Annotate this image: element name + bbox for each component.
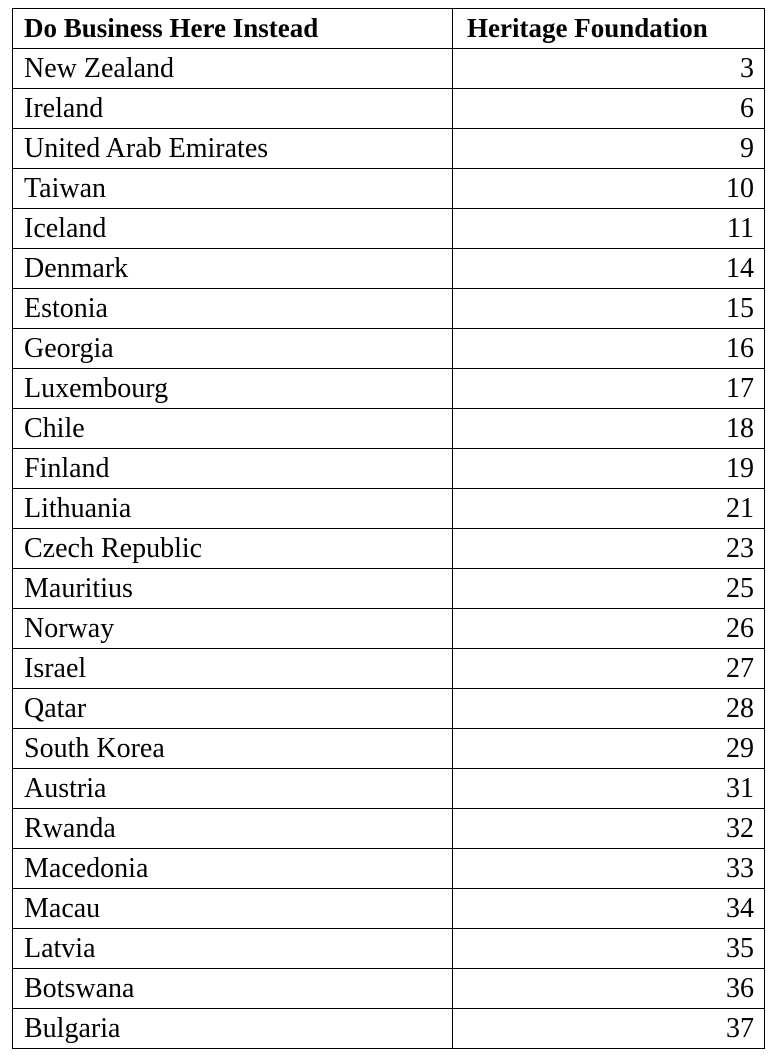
table-row (13, 929, 765, 969)
rank-cell: 14 (453, 249, 765, 289)
rank-cell: 21 (453, 489, 765, 529)
table-row (13, 529, 765, 569)
rank-cell: 26 (453, 609, 765, 649)
country-cell: Botswana (13, 969, 453, 1009)
table-row (13, 169, 765, 209)
table-row (13, 489, 765, 529)
table-row (13, 849, 765, 889)
country-cell: South Korea (13, 729, 453, 769)
rank-cell: 28 (453, 689, 765, 729)
country-cell: New Zealand (13, 49, 453, 89)
rank-cell: 18 (453, 409, 765, 449)
country-cell: Rwanda (13, 809, 453, 849)
ranking-table-container (12, 8, 765, 1049)
table-row (13, 129, 765, 169)
rank-cell: 37 (453, 1009, 765, 1049)
rank-cell: 29 (453, 729, 765, 769)
rank-cell: 31 (453, 769, 765, 809)
country-cell: Denmark (13, 249, 453, 289)
country-cell: Latvia (13, 929, 453, 969)
table-row (13, 609, 765, 649)
country-cell: Chile (13, 409, 453, 449)
rank-cell: 25 (453, 569, 765, 609)
table-row (13, 249, 765, 289)
table-row (13, 689, 765, 729)
rank-cell: 32 (453, 809, 765, 849)
table-row (13, 889, 765, 929)
table-row (13, 49, 765, 89)
rank-cell: 34 (453, 889, 765, 929)
rank-cell: 9 (453, 129, 765, 169)
country-cell: Czech Republic (13, 529, 453, 569)
country-cell: Ireland (13, 89, 453, 129)
country-cell: Estonia (13, 289, 453, 329)
table-row (13, 329, 765, 369)
country-cell: Norway (13, 609, 453, 649)
country-cell: Israel (13, 649, 453, 689)
rank-cell: 11 (453, 209, 765, 249)
table-row (13, 649, 765, 689)
table-row (13, 569, 765, 609)
table-row (13, 209, 765, 249)
country-cell: Iceland (13, 209, 453, 249)
ranking-table (12, 8, 765, 1049)
table-row (13, 409, 765, 449)
country-cell: Macedonia (13, 849, 453, 889)
table-header-row (13, 9, 765, 49)
table-row (13, 769, 765, 809)
country-cell: Bulgaria (13, 1009, 453, 1049)
table-row (13, 289, 765, 329)
country-cell: Taiwan (13, 169, 453, 209)
rank-cell: 17 (453, 369, 765, 409)
table-row (13, 89, 765, 129)
rank-cell: 27 (453, 649, 765, 689)
table-row (13, 369, 765, 409)
country-cell: Macau (13, 889, 453, 929)
country-cell: Georgia (13, 329, 453, 369)
country-cell: Lithuania (13, 489, 453, 529)
rank-cell: 33 (453, 849, 765, 889)
rank-cell: 19 (453, 449, 765, 489)
country-cell: Luxembourg (13, 369, 453, 409)
country-cell: Qatar (13, 689, 453, 729)
country-cell: United Arab Emirates (13, 129, 453, 169)
rank-cell: 3 (453, 49, 765, 89)
country-cell: Austria (13, 769, 453, 809)
rank-cell: 35 (453, 929, 765, 969)
rank-cell: 6 (453, 89, 765, 129)
table-row (13, 729, 765, 769)
rank-cell: 10 (453, 169, 765, 209)
table-row (13, 449, 765, 489)
rank-column-header: Heritage Foundation (453, 9, 765, 49)
rank-cell: 23 (453, 529, 765, 569)
table-row (13, 969, 765, 1009)
table-row (13, 809, 765, 849)
country-cell: Finland (13, 449, 453, 489)
rank-cell: 15 (453, 289, 765, 329)
country-column-header: Do Business Here Instead (13, 9, 453, 49)
rank-cell: 16 (453, 329, 765, 369)
table-row (13, 1009, 765, 1049)
country-cell: Mauritius (13, 569, 453, 609)
table-body (13, 49, 765, 1049)
rank-cell: 36 (453, 969, 765, 1009)
